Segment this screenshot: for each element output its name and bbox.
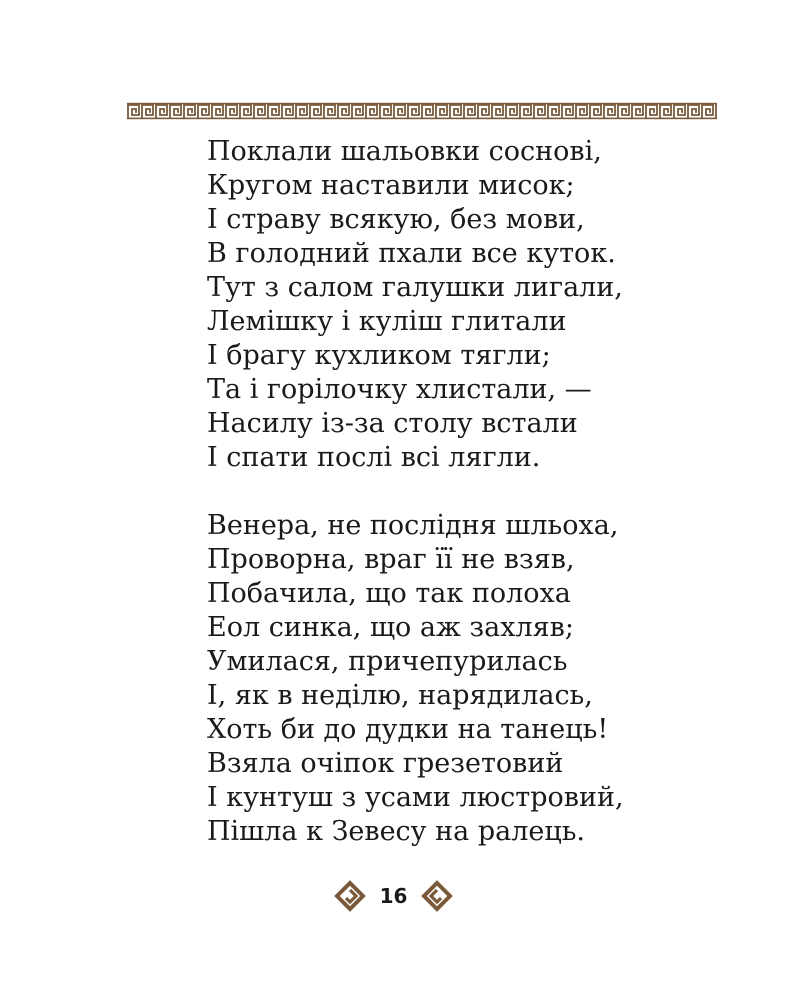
verse-line: І страву всякую, без мови, bbox=[207, 204, 585, 235]
verse-line: Тут з салом галушки лигали, bbox=[207, 272, 623, 303]
verse-line: Пішла к Зевесу на ралець. bbox=[207, 816, 585, 847]
verse-line: І спати послі всі лягли. bbox=[207, 442, 541, 473]
verse-line: І кунтуш з усами люстровий, bbox=[207, 782, 624, 813]
verse-line: Насилу із-за столу встали bbox=[207, 408, 578, 439]
verse-line: Проворна, враг її не взяв, bbox=[207, 544, 575, 575]
verse-line: Взяла очіпок грезетовий bbox=[207, 748, 564, 779]
verse-line: Та і горілочку хлистали, — bbox=[207, 374, 592, 405]
verse-line: Кругом наставили мисок; bbox=[207, 170, 575, 201]
poem bbox=[207, 135, 727, 883]
left-ornament-icon bbox=[334, 880, 366, 912]
stanza-1 bbox=[207, 135, 727, 475]
verse-line: Побачила, що так полоха bbox=[207, 578, 571, 609]
verse-line: Венера, не послідня шльоха, bbox=[207, 510, 619, 541]
verse-line: Лемішку і куліш глитали bbox=[207, 306, 567, 337]
page-number: 16 bbox=[379, 884, 408, 908]
verse-line: Хоть би до дудки на танець! bbox=[207, 714, 609, 745]
right-ornament-icon bbox=[421, 880, 453, 912]
verse-line: І, як в неділю, нарядилась, bbox=[207, 680, 593, 711]
verse-line: Умилася, причепурилась bbox=[207, 646, 568, 677]
verse-line: Поклали шальовки соснові, bbox=[207, 136, 602, 167]
greek-key-border bbox=[127, 102, 717, 120]
verse-line: В голодний пхали все куток. bbox=[207, 238, 616, 269]
verse-line: Еол синка, що аж захляв; bbox=[207, 612, 574, 643]
page-footer bbox=[0, 878, 787, 914]
stanza-2 bbox=[207, 509, 727, 849]
verse-line: І брагу кухликом тягли; bbox=[207, 340, 551, 371]
